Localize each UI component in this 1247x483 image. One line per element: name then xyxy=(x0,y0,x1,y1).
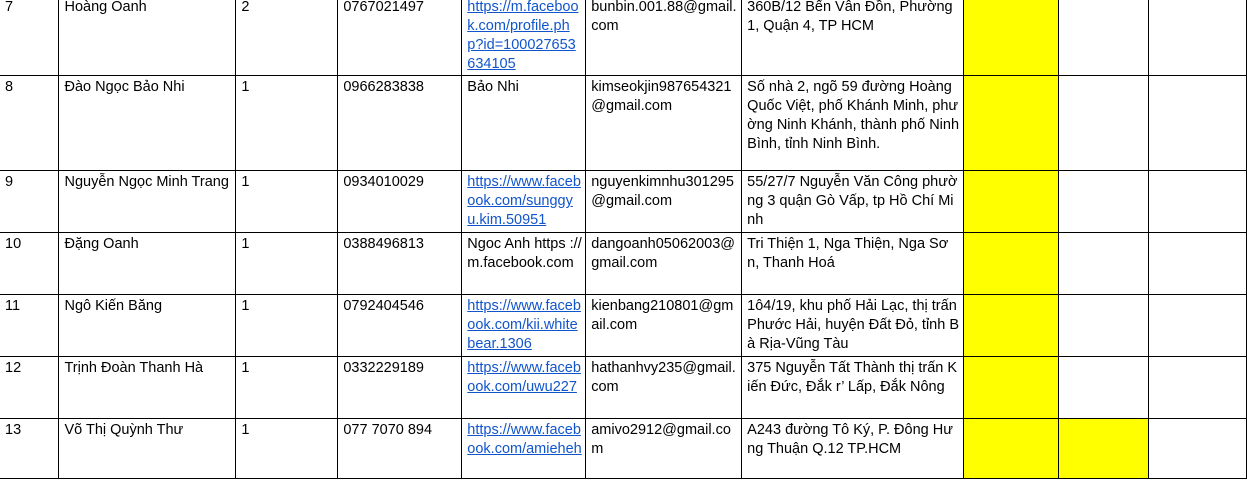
name-cell[interactable]: Ngô Kiến Băng xyxy=(59,295,236,357)
empty-cell[interactable] xyxy=(1059,76,1149,171)
empty-cell[interactable] xyxy=(1148,171,1246,233)
phone-cell[interactable]: 0966283838 xyxy=(338,76,462,171)
name-cell[interactable]: Đào Ngọc Bảo Nhi xyxy=(59,76,236,171)
phone-cell[interactable]: 077 7070 894 xyxy=(338,419,462,479)
facebook-link[interactable]: https://www.facebook.com/kii.whitebear.1306 xyxy=(467,298,581,352)
table-row xyxy=(0,0,1247,76)
quantity-cell[interactable]: 1 xyxy=(236,295,338,357)
facebook-link[interactable]: https://www.facebook.com/sunggyu.kim.50951 xyxy=(467,174,581,228)
phone-cell[interactable]: 0934010029 xyxy=(338,171,462,233)
email-cell[interactable]: dangoanh05062003@gmail.com xyxy=(586,233,742,295)
address-cell[interactable]: Số nhà 2, ngõ 59 đường Hoàng Quốc Việt, phố Khánh Minh, phường Ninh Khánh, thành phố Ninh Bình, tỉnh Ninh Bình. xyxy=(742,76,964,171)
empty-cell[interactable] xyxy=(1148,233,1246,295)
empty-cell[interactable] xyxy=(1148,76,1246,171)
email-cell[interactable]: bunbin.001.88@gmail.com xyxy=(586,0,742,76)
phone-cell[interactable]: 0767021497 xyxy=(338,0,462,76)
quantity-cell[interactable]: 2 xyxy=(236,0,338,76)
table-row xyxy=(0,233,1247,295)
table-row xyxy=(0,357,1247,419)
row-number-cell[interactable]: 7 xyxy=(0,0,59,76)
facebook-link[interactable]: https://www.facebook.com/amieheh xyxy=(467,422,582,457)
row-number-cell[interactable]: 10 xyxy=(0,233,59,295)
empty-cell[interactable] xyxy=(1059,0,1149,76)
row-number-cell[interactable]: 11 xyxy=(0,295,59,357)
address-cell[interactable]: 375 Nguyễn Tất Thành thị trấn Kiến Đức, Đắk r’ Lấp, Đắk Nông xyxy=(742,357,964,419)
highlight-cell[interactable] xyxy=(964,76,1059,171)
row-number-cell[interactable]: 12 xyxy=(0,357,59,419)
table-row xyxy=(0,76,1247,171)
empty-cell[interactable] xyxy=(1059,357,1149,419)
quantity-cell[interactable]: 1 xyxy=(236,419,338,479)
row-number-cell[interactable]: 8 xyxy=(0,76,59,171)
empty-cell[interactable] xyxy=(1148,0,1246,76)
highlight-cell[interactable] xyxy=(1059,419,1149,479)
row-number-cell[interactable]: 9 xyxy=(0,171,59,233)
empty-cell[interactable] xyxy=(1148,419,1246,479)
address-cell[interactable]: 360B/12 Bến Vân Đồn, Phường 1, Quận 4, TP HCM xyxy=(742,0,964,76)
address-cell[interactable]: 55/27/7 Nguyễn Văn Công phường 3 quận Gò Vấp, tp Hồ Chí Minh xyxy=(742,171,964,233)
highlight-cell[interactable] xyxy=(964,171,1059,233)
facebook-cell[interactable] xyxy=(462,295,586,357)
facebook-link[interactable]: https://m.facebook.com/profile.php?id=100027653634105 xyxy=(467,0,579,72)
quantity-cell[interactable]: 1 xyxy=(236,171,338,233)
highlight-cell[interactable] xyxy=(964,295,1059,357)
email-cell[interactable]: kimseokjin987654321@gmail.com xyxy=(586,76,742,171)
table-row xyxy=(0,295,1247,357)
facebook-cell[interactable]: Ngoc Anh https ://m.facebook.com xyxy=(462,233,586,295)
name-cell[interactable]: Đặng Oanh xyxy=(59,233,236,295)
email-cell[interactable]: amivo2912@gmail.com xyxy=(586,419,742,479)
facebook-link[interactable]: https://www.facebook.com/uwu227 xyxy=(467,360,581,395)
highlight-cell[interactable] xyxy=(964,233,1059,295)
highlight-cell[interactable] xyxy=(964,419,1059,479)
facebook-cell[interactable] xyxy=(462,419,586,479)
phone-cell[interactable]: 0332229189 xyxy=(338,357,462,419)
row-number-cell[interactable]: 13 xyxy=(0,419,59,479)
phone-cell[interactable]: 0792404546 xyxy=(338,295,462,357)
quantity-cell[interactable]: 1 xyxy=(236,357,338,419)
quantity-cell[interactable]: 1 xyxy=(236,233,338,295)
name-cell[interactable]: Trịnh Đoàn Thanh Hà xyxy=(59,357,236,419)
name-cell[interactable]: Nguyễn Ngọc Minh Trang xyxy=(59,171,236,233)
name-cell[interactable]: Hoàng Oanh xyxy=(59,0,236,76)
name-cell[interactable]: Võ Thị Quỳnh Thư xyxy=(59,419,236,479)
phone-cell[interactable]: 0388496813 xyxy=(338,233,462,295)
highlight-cell[interactable] xyxy=(964,357,1059,419)
highlight-cell[interactable] xyxy=(964,0,1059,76)
address-cell[interactable]: A243 đường Tô Ký, P. Đông Hưng Thuận Q.12 TP.HCM xyxy=(742,419,964,479)
quantity-cell[interactable]: 1 xyxy=(236,76,338,171)
empty-cell[interactable] xyxy=(1059,171,1149,233)
empty-cell[interactable] xyxy=(1059,295,1149,357)
email-cell[interactable]: nguyenkimnhu301295@gmail.com xyxy=(586,171,742,233)
facebook-cell[interactable] xyxy=(462,171,586,233)
address-cell[interactable]: Tri Thiện 1, Nga Thiện, Nga Sơn, Thanh Hoá xyxy=(742,233,964,295)
empty-cell[interactable] xyxy=(1059,233,1149,295)
table-row xyxy=(0,419,1247,479)
address-cell[interactable]: 1ô4/19, khu phố Hải Lạc, thị trấn Phước Hải, huyện Đất Đỏ, tỉnh Bà Rịa-Vũng Tàu xyxy=(742,295,964,357)
empty-cell[interactable] xyxy=(1148,357,1246,419)
facebook-cell[interactable]: Bảo Nhi xyxy=(462,76,586,171)
email-cell[interactable]: hathanhvy235@gmail.com xyxy=(586,357,742,419)
email-cell[interactable]: kienbang210801@gmail.com xyxy=(586,295,742,357)
table-row xyxy=(0,171,1247,233)
facebook-cell[interactable] xyxy=(462,0,586,76)
facebook-cell[interactable] xyxy=(462,357,586,419)
empty-cell[interactable] xyxy=(1148,295,1246,357)
